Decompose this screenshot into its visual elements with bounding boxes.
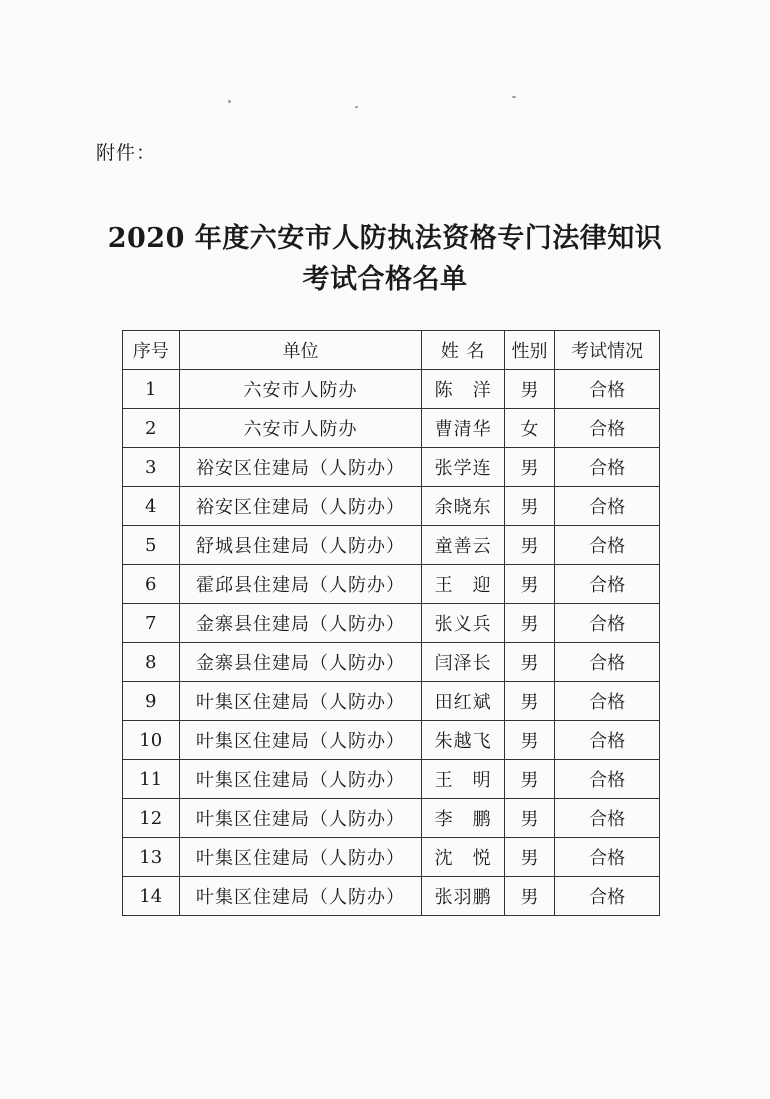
header-name: 姓 名 — [422, 331, 504, 370]
cell-gender: 男 — [504, 604, 555, 643]
cell-unit: 舒城县住建局（人防办） — [179, 526, 422, 565]
cell-serial: 8 — [123, 643, 180, 682]
table-row — [123, 799, 660, 838]
cell-name: 闫泽长 — [422, 643, 504, 682]
table-row — [123, 838, 660, 877]
cell-gender: 男 — [504, 448, 555, 487]
cell-exam-result: 合格 — [555, 760, 660, 799]
table-row — [123, 526, 660, 565]
cell-serial: 11 — [123, 760, 180, 799]
cell-gender: 男 — [504, 643, 555, 682]
cell-serial: 13 — [123, 838, 180, 877]
cell-gender: 男 — [504, 370, 555, 409]
cell-unit: 金寨县住建局（人防办） — [179, 604, 422, 643]
cell-serial: 10 — [123, 721, 180, 760]
cell-exam-result: 合格 — [555, 448, 660, 487]
cell-unit: 霍邱县住建局（人防办） — [179, 565, 422, 604]
cell-name: 张学连 — [422, 448, 504, 487]
cell-unit: 叶集区住建局（人防办） — [179, 760, 422, 799]
cell-unit: 裕安区住建局（人防办） — [179, 448, 422, 487]
cell-exam-result: 合格 — [555, 682, 660, 721]
table-row — [123, 370, 660, 409]
table-row — [123, 682, 660, 721]
cell-serial: 9 — [123, 682, 180, 721]
cell-name: 童善云 — [422, 526, 504, 565]
cell-serial: 2 — [123, 409, 180, 448]
cell-unit: 叶集区住建局（人防办） — [179, 799, 422, 838]
cell-name: 张义兵 — [422, 604, 504, 643]
cell-exam-result: 合格 — [555, 565, 660, 604]
table-row — [123, 721, 660, 760]
cell-serial: 12 — [123, 799, 180, 838]
cell-unit: 叶集区住建局（人防办） — [179, 838, 422, 877]
cell-exam-result: 合格 — [555, 877, 660, 916]
cell-name: 沈 悦 — [422, 838, 504, 877]
cell-name: 李 鹏 — [422, 799, 504, 838]
cell-gender: 男 — [504, 565, 555, 604]
table-row — [123, 604, 660, 643]
cell-unit: 六安市人防办 — [179, 409, 422, 448]
cell-name: 曹清华 — [422, 409, 504, 448]
cell-exam-result: 合格 — [555, 604, 660, 643]
cell-gender: 男 — [504, 877, 555, 916]
cell-name: 王 迎 — [422, 565, 504, 604]
cell-serial: 7 — [123, 604, 180, 643]
document-title-line-2: 考试合格名单 — [302, 264, 468, 295]
cell-exam-result: 合格 — [555, 409, 660, 448]
header-gender: 性别 — [504, 331, 555, 370]
cell-unit: 金寨县住建局（人防办） — [179, 643, 422, 682]
scan-speck — [355, 106, 358, 108]
table-row — [123, 877, 660, 916]
cell-exam-result: 合格 — [555, 370, 660, 409]
scan-speck — [228, 100, 231, 103]
table-row — [123, 487, 660, 526]
cell-name: 张羽鹏 — [422, 877, 504, 916]
header-unit: 单位 — [179, 331, 422, 370]
cell-name: 陈 洋 — [422, 370, 504, 409]
cell-exam-result: 合格 — [555, 721, 660, 760]
cell-exam-result: 合格 — [555, 838, 660, 877]
cell-name: 朱越飞 — [422, 721, 504, 760]
cell-unit: 六安市人防办 — [179, 370, 422, 409]
cell-gender: 男 — [504, 799, 555, 838]
attachment-label: 附件： — [96, 142, 157, 164]
header-serial: 序号 — [123, 331, 180, 370]
cell-serial: 6 — [123, 565, 180, 604]
cell-exam-result: 合格 — [555, 799, 660, 838]
cell-name: 余晓东 — [422, 487, 504, 526]
cell-serial: 14 — [123, 877, 180, 916]
cell-gender: 男 — [504, 487, 555, 526]
cell-exam-result: 合格 — [555, 643, 660, 682]
table-row — [123, 448, 660, 487]
cell-unit: 裕安区住建局（人防办） — [179, 487, 422, 526]
cell-serial: 1 — [123, 370, 180, 409]
cell-gender: 男 — [504, 838, 555, 877]
scan-speck — [512, 96, 516, 98]
cell-gender: 男 — [504, 682, 555, 721]
cell-name: 王 明 — [422, 760, 504, 799]
document-title-line-1: 2020 年度六安市人防执法资格专门法律知识 — [107, 223, 663, 254]
cell-serial: 3 — [123, 448, 180, 487]
table-row — [123, 643, 660, 682]
cell-gender: 男 — [504, 721, 555, 760]
cell-unit: 叶集区住建局（人防办） — [179, 721, 422, 760]
table-row — [123, 760, 660, 799]
cell-unit: 叶集区住建局（人防办） — [179, 877, 422, 916]
cell-serial: 4 — [123, 487, 180, 526]
cell-exam-result: 合格 — [555, 487, 660, 526]
cell-unit: 叶集区住建局（人防办） — [179, 682, 422, 721]
cell-gender: 男 — [504, 760, 555, 799]
table-header-row — [123, 331, 660, 370]
qualified-list-table — [122, 330, 660, 916]
cell-gender: 女 — [504, 409, 555, 448]
header-exam-result: 考试情况 — [555, 331, 660, 370]
table-row — [123, 409, 660, 448]
cell-name: 田红斌 — [422, 682, 504, 721]
cell-serial: 5 — [123, 526, 180, 565]
cell-exam-result: 合格 — [555, 526, 660, 565]
cell-gender: 男 — [504, 526, 555, 565]
table-row — [123, 565, 660, 604]
